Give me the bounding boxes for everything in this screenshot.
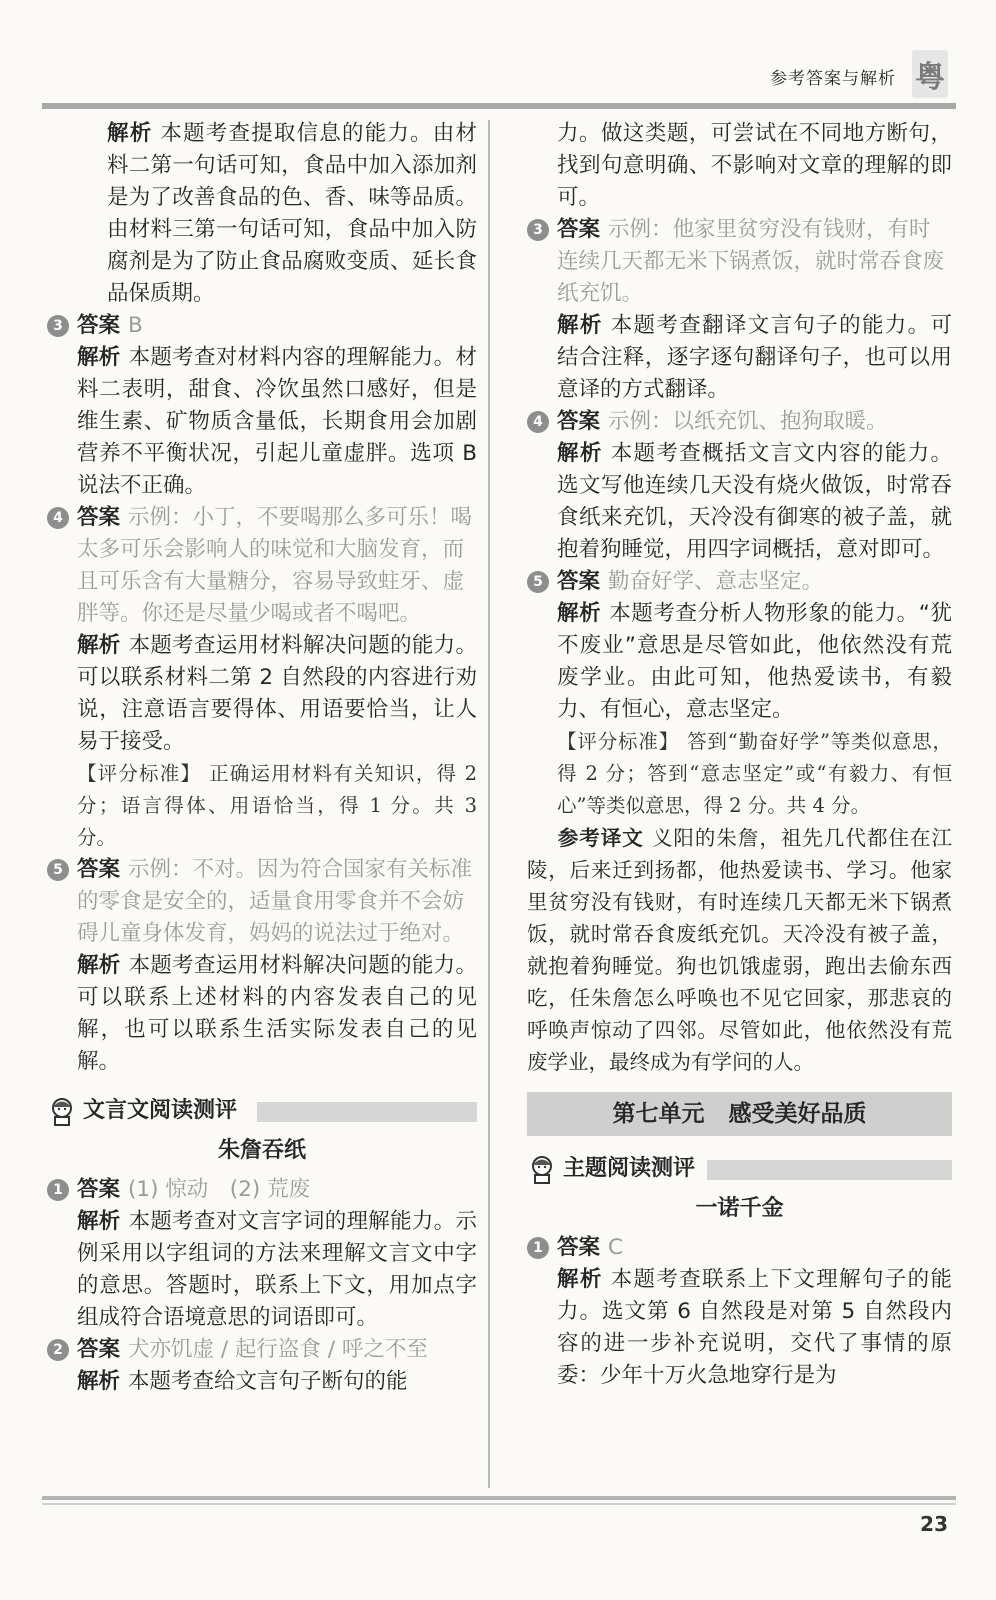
section-title: 文言文阅读测评 [83, 1098, 238, 1123]
analysis-text: 本题考查概括文言文内容的能力。选文写他连续几天没有烧火做饭，时常吞食纸来充饥，天冷没有御寒的被子盖，就抱着狗睡觉，用四字词概括，意对即可。 [557, 441, 952, 562]
analysis-text: 本题考查对文言字词的理解能力。示例采用以字组词的方法来理解文言文中字的意思。答题时，联系上下文，用加点字组成符合语境意思的词语即可。 [77, 1209, 477, 1330]
answer-label: 答案 [77, 313, 121, 338]
question-number: 3 [47, 315, 69, 337]
scoring-text: 答到“勤奋好学”等类似意思，得 2 分；答到“意志坚定”或“有毅力、有恒心”等类似意思，得 2 分。共 4 分。 [557, 730, 952, 817]
answer-text: 示例：他家里贫穷没有钱财，有时连续几天都无米下锅煮饭，就时常吞食废纸充饥。 [557, 217, 945, 306]
region-badge: 粤 [912, 50, 948, 98]
translation-text: 义阳的朱詹，祖先几代都住在江陵，后来迁到扬都，他热爱读书、学习。他家里贫穷没有钱财，有时连续几天都无米下锅煮饭，就时常吞食废纸充饥。天冷没有被子盖，就抱着狗睡觉。狗也饥饿虚弱，跑出去偷东西吃，任朱詹怎么呼唤也不见它回家，那悲哀的呼唤声惊动了四邻。尽管如此，他依然没有荒废学业，最终成为有学问的人。 [527, 826, 953, 1074]
analysis-label: 解析 [107, 121, 153, 146]
question-3 [47, 310, 477, 342]
question-4 [47, 502, 477, 630]
analysis-text: 本题考查对材料内容的理解能力。材料二表明，甜食、冷饮虽然口感好，但是维生素、矿物质含量低，长期食用会加剧营养不平衡状况，引起儿童虚胖。选项 B 说法不正确。 [77, 345, 477, 498]
student-icon [527, 1154, 557, 1184]
question-1 [47, 1174, 477, 1206]
answer-text: C [608, 1235, 624, 1260]
section-header [527, 1152, 952, 1188]
analysis-text: 本题考查运用材料解决问题的能力。可以联系材料二第 2 自然段的内容进行劝说，注意语言要得体、用语要恰当，让人易于接受。 [77, 633, 477, 754]
answer-label: 答案 [557, 1235, 601, 1260]
column-divider [488, 120, 490, 1488]
answer-label: 答案 [557, 569, 601, 594]
analysis-text: 本题考查运用材料解决问题的能力。可以联系上述材料的内容发表自己的见解，也可以联系生活实际发表自己的见解。 [77, 953, 477, 1074]
question-number: 3 [527, 219, 549, 241]
answer-label: 答案 [77, 1177, 121, 1202]
footer-rule [42, 1496, 956, 1500]
header-rule [42, 103, 956, 109]
question-number: 2 [47, 1339, 69, 1361]
right-column [527, 118, 952, 1392]
question-3 [527, 214, 952, 310]
question-number: 1 [527, 1237, 549, 1259]
analysis-label: 解析 [557, 441, 603, 466]
scoring-label: 【评分标准】 [77, 762, 202, 785]
scoring-label: 【评分标准】 [557, 730, 680, 753]
analysis-text: 本题考查分析人物形象的能力。“犹不废业”意思是尽管如此，他依然没有荒废学业。由此可知，他热爱读书，有毅力、有恒心，意志坚定。 [557, 601, 952, 722]
unit-banner [527, 1092, 952, 1136]
question-number: 5 [47, 859, 69, 881]
question-number: 5 [527, 571, 549, 593]
question-5 [47, 854, 477, 950]
answer-text: 犬亦饥虚 / 起行盗食 / 呼之不至 [128, 1337, 428, 1362]
analysis-label: 解析 [557, 601, 602, 626]
unit-theme: 感受美好品质 [728, 1101, 867, 1127]
footer-rule-thin [42, 1503, 956, 1505]
question-4 [527, 406, 952, 438]
answer-label: 答案 [77, 505, 121, 530]
answer-text: 示例：以纸充饥、抱狗取暖。 [608, 409, 888, 434]
answer-text: B [128, 313, 143, 338]
question-5 [527, 566, 952, 598]
question-number: 4 [527, 411, 549, 433]
article-title: 朱詹吞纸 [217, 1138, 306, 1163]
analysis-label: 解析 [557, 1267, 603, 1292]
answer-text: (1) 惊动 (2) 荒废 [128, 1177, 311, 1202]
analysis-block [47, 118, 477, 310]
section-bar [257, 1102, 477, 1122]
analysis-text: 本题考查翻译文言句子的能力。可结合注释，逐字逐句翻译句子，也可以用意译的方式翻译。 [557, 313, 952, 402]
answer-label: 答案 [557, 217, 601, 242]
analysis-label: 解析 [77, 1369, 121, 1394]
answer-label: 答案 [77, 1337, 121, 1362]
question-1 [527, 1232, 952, 1264]
analysis-text: 本题考查提取信息的能力。由材料二第一句话可知，食品中加入添加剂是为了改善食品的色、香、味等品质。由材料三第一句话可知，食品中加入防腐剂是为了防止食品腐败变质、延长食品保质期。 [107, 121, 477, 306]
left-column [47, 118, 477, 1398]
section-header [47, 1094, 477, 1130]
translation-label: 参考译文 [557, 826, 644, 850]
answer-text: 示例：不对。因为符合国家有关标准的零食是安全的，适量食用零食并不会妨碍儿童身体发育，妈妈的说法过于绝对。 [77, 857, 473, 946]
section-bar [707, 1160, 952, 1180]
question-2 [47, 1334, 477, 1366]
analysis-label: 解析 [77, 633, 121, 658]
answer-text: 示例：小丁，不要喝那么多可乐！喝太多可乐会影响人的味觉和大脑发育，而且可乐含有大量糖分，容易导致蛀牙、虚胖等。你还是尽量少喝或者不喝吧。 [77, 505, 473, 626]
reference-translation [527, 822, 952, 1078]
analysis-label: 解析 [77, 1209, 121, 1234]
page-number: 23 [920, 1512, 948, 1536]
page-header [0, 0, 996, 110]
scoring-text: 正确运用材料有关知识，得 2 分；语言得体、用语恰当，得 1 分。共 3 分。 [77, 762, 477, 849]
question-number: 4 [47, 507, 69, 529]
section-title: 主题阅读测评 [563, 1156, 696, 1181]
header-title: 参考答案与解析 [770, 69, 896, 89]
answer-text: 勤奋好学、意志坚定。 [608, 569, 824, 594]
analysis-text: 本题考查联系上下文理解句子的能力。选文第 6 自然段是对第 5 自然段内容的进一步补充说明，交代了事情的原委：少年十万火急地穿行是为 [557, 1267, 952, 1388]
article-title: 一诺千金 [695, 1196, 784, 1221]
analysis-label: 解析 [557, 313, 603, 338]
analysis-label: 解析 [77, 953, 121, 978]
unit-name: 第七单元 [612, 1101, 705, 1127]
analysis-text: 本题考查给文言句子断句的能 [128, 1369, 408, 1394]
answer-label: 答案 [77, 857, 121, 882]
question-number: 1 [47, 1179, 69, 1201]
analysis-label: 解析 [77, 345, 121, 370]
student-icon [47, 1096, 77, 1126]
answer-label: 答案 [557, 409, 601, 434]
continued-analysis: 力。做这类题，可尝试在不同地方断句，找到句意明确、不影响对文章的理解的即可。 [557, 121, 952, 210]
